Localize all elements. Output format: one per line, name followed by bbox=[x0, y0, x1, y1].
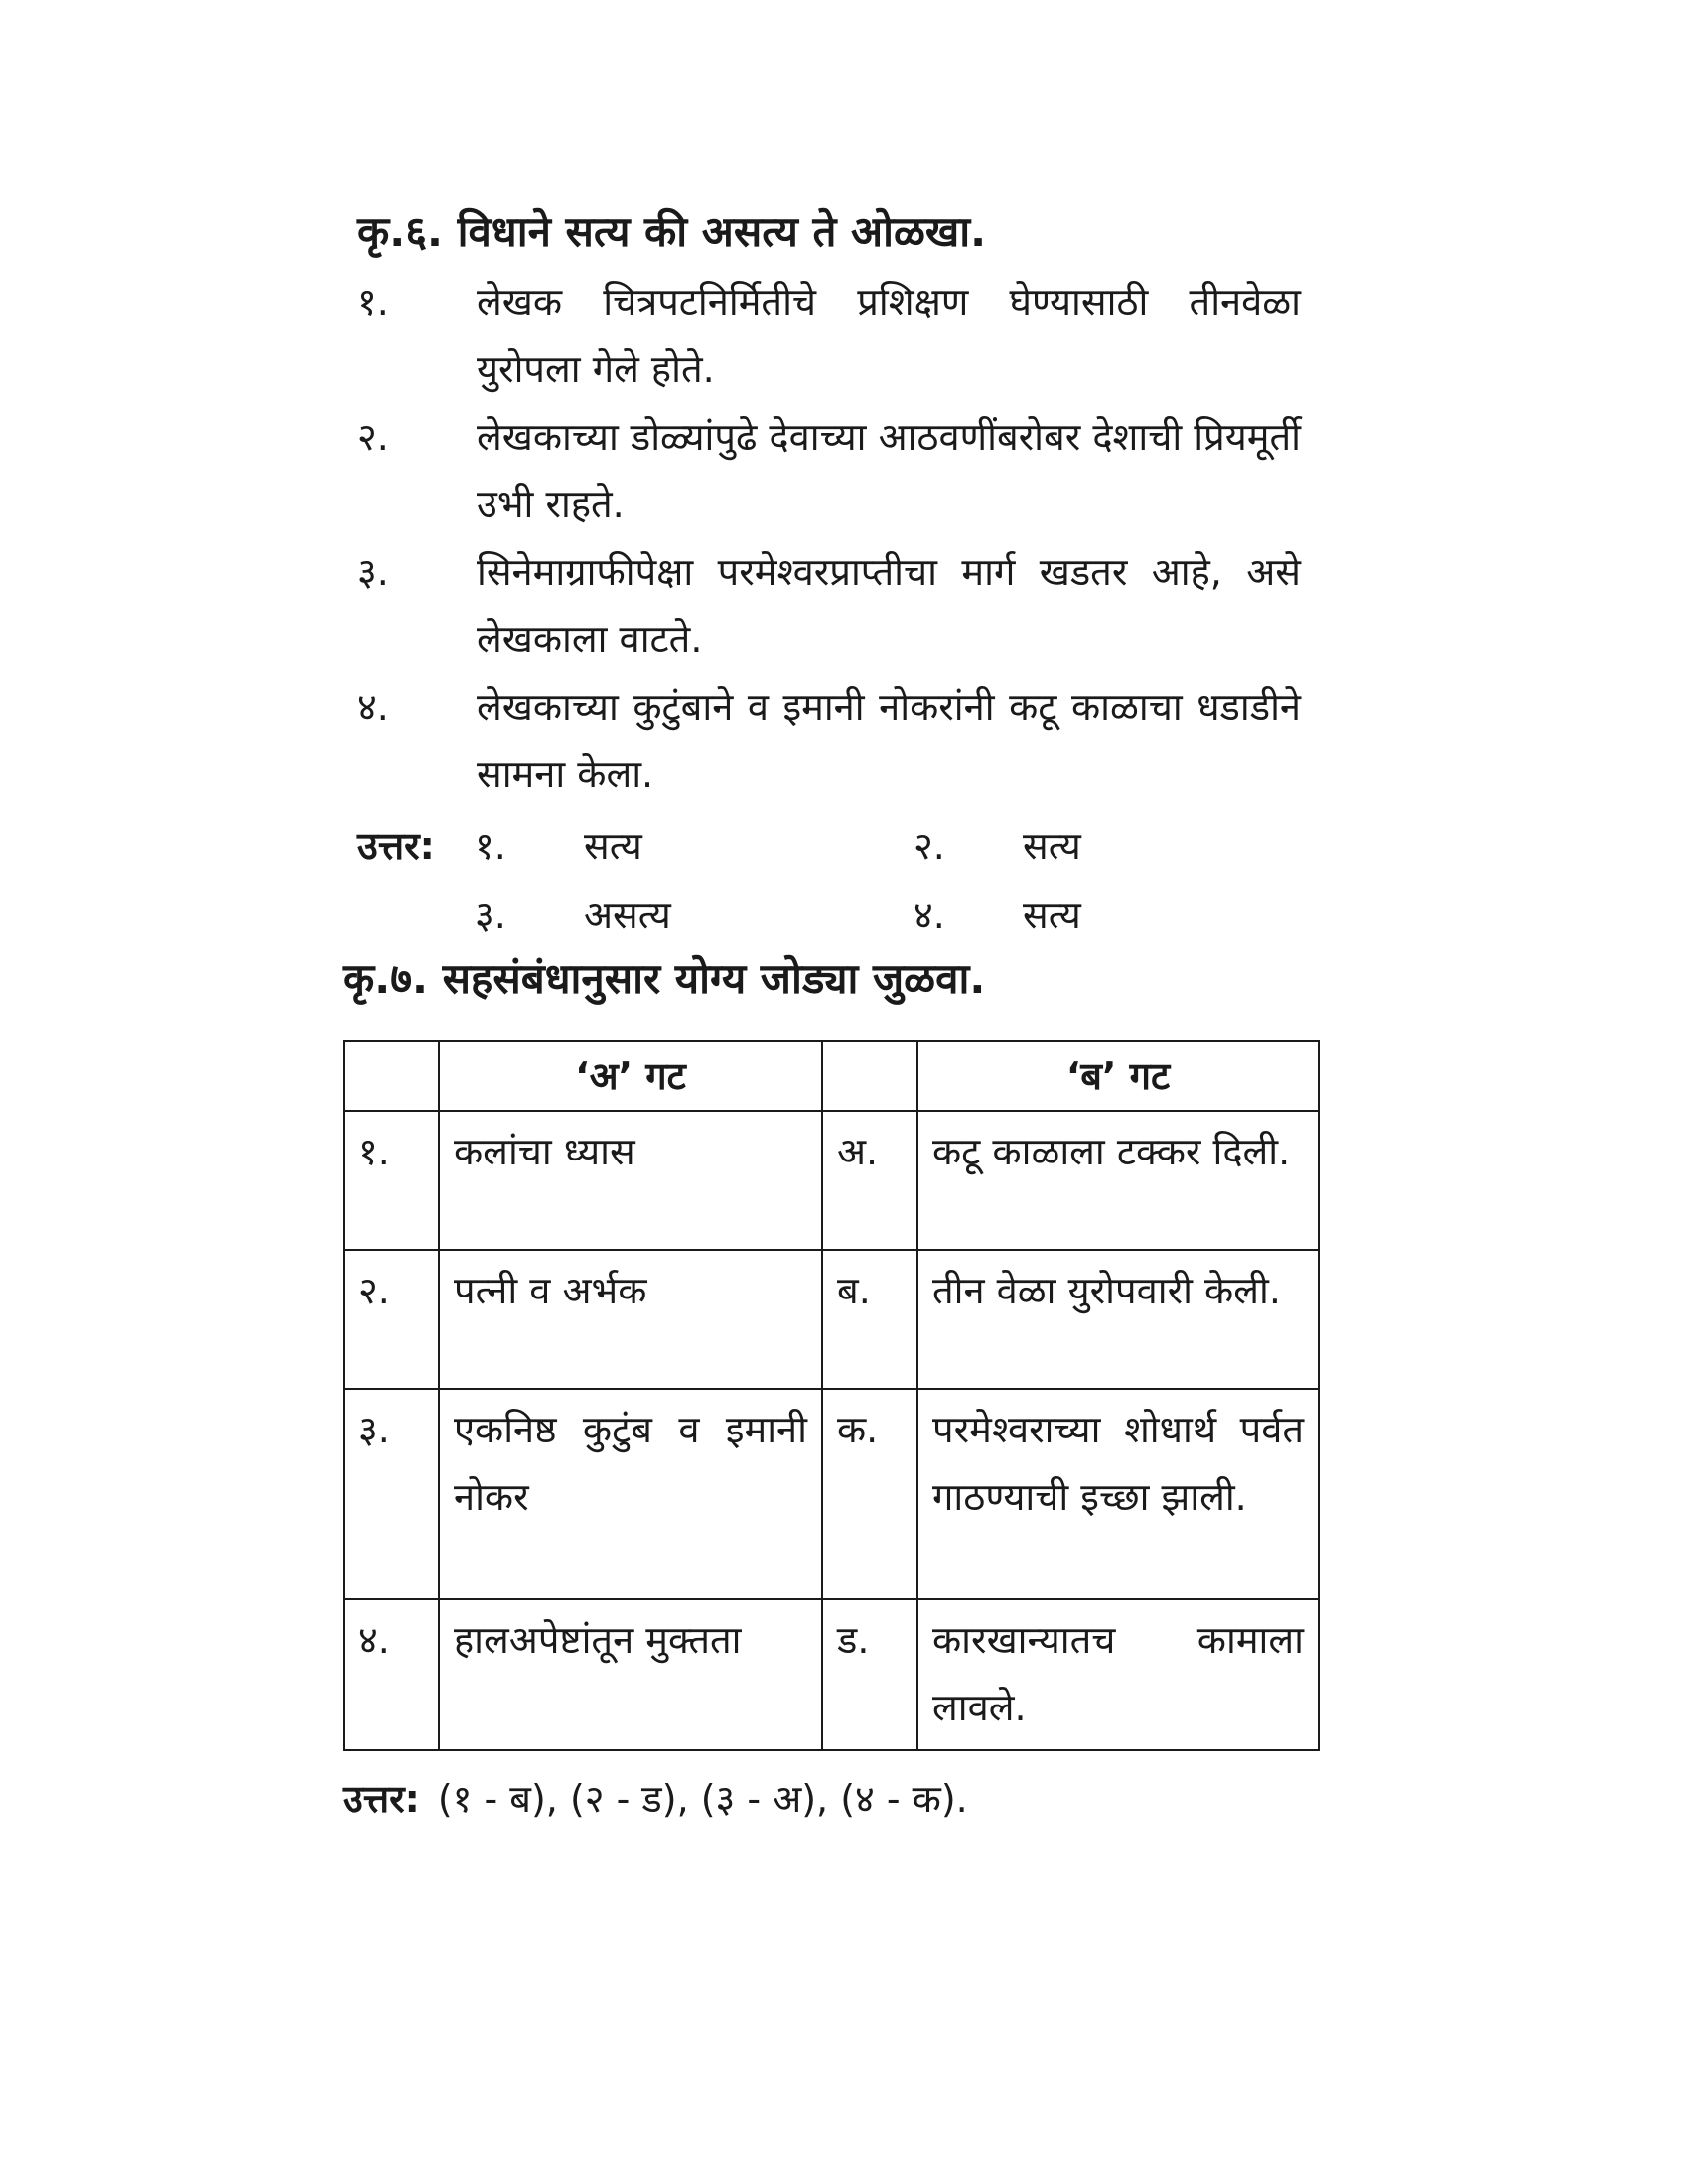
statement-item bbox=[357, 673, 1311, 808]
statement-number: ३. bbox=[357, 550, 389, 594]
statement-item bbox=[357, 403, 1311, 538]
b-text: तीन वेळा युरोपवारी केली. bbox=[917, 1250, 1319, 1389]
section6-answers bbox=[357, 812, 1251, 951]
statement-number: २. bbox=[357, 415, 389, 459]
answer-text: (१ - ब), (२ - ड), (३ - अ), (४ - क). bbox=[437, 1777, 968, 1821]
a-number: ४. bbox=[344, 1599, 439, 1750]
a-number: २. bbox=[344, 1250, 439, 1389]
statement-text: लेखकाच्या कुटुंबाने व इमानी नोकरांनी कटू काळाचा धडाडीने सामना केला. bbox=[477, 685, 1301, 796]
statement-item bbox=[357, 538, 1311, 673]
b-number: ब. bbox=[822, 1250, 917, 1389]
answer-item: ४. सत्य bbox=[914, 893, 1081, 937]
statement-number: ४. bbox=[357, 685, 389, 729]
a-text: पत्नी व अर्भक bbox=[439, 1250, 822, 1389]
matching-table bbox=[343, 1040, 1320, 1751]
answer-label: उत्तर: bbox=[357, 824, 435, 868]
section7-heading: कृ.७. सहसंबंधानुसार योग्य जोड्या जुळवा. bbox=[343, 954, 986, 1003]
b-text: कटू काळाला टक्कर दिली. bbox=[917, 1111, 1319, 1250]
a-number: ३. bbox=[344, 1389, 439, 1599]
b-number: क. bbox=[822, 1389, 917, 1599]
b-text: परमेश्वराच्या शोधार्थ पर्वत गाठण्याची इच्छा झाली. bbox=[917, 1389, 1319, 1599]
table-row bbox=[344, 1389, 1319, 1599]
header-empty bbox=[344, 1041, 439, 1111]
answer-item: ३. असत्य bbox=[475, 893, 671, 937]
header-group-b: ‘ब’ गट bbox=[917, 1041, 1319, 1111]
table-row bbox=[344, 1250, 1319, 1389]
b-number: अ. bbox=[822, 1111, 917, 1250]
statement-number: १. bbox=[357, 280, 389, 324]
a-text: एकनिष्ठ कुटुंब व इमानी नोकर bbox=[439, 1389, 822, 1599]
b-text: कारखान्यातच कामाला लावले. bbox=[917, 1599, 1319, 1750]
header-group-a: ‘अ’ गट bbox=[439, 1041, 822, 1111]
a-text: हालअपेष्टांतून मुक्तता bbox=[439, 1599, 822, 1750]
answer-label: उत्तर: bbox=[343, 1777, 420, 1821]
b-number: ड. bbox=[822, 1599, 917, 1750]
statement-item bbox=[357, 268, 1311, 403]
a-text: कलांचा ध्यास bbox=[439, 1111, 822, 1250]
section7-answer bbox=[343, 1765, 968, 1833]
section6-heading: कृ.६. विधाने सत्य की असत्य ते ओळखा. bbox=[357, 207, 987, 256]
a-number: १. bbox=[344, 1111, 439, 1250]
answer-item: २. सत्य bbox=[914, 824, 1081, 868]
header-empty bbox=[822, 1041, 917, 1111]
statement-text: लेखकाच्या डोळ्यांपुढे देवाच्या आठवणींबरोबर देशाची प्रियमूर्ती उभी राहते. bbox=[477, 415, 1301, 526]
statement-text: सिनेमाग्राफीपेक्षा परमेश्वरप्राप्तीचा मार्ग खडतर आहे, असे लेखकाला वाटते. bbox=[477, 550, 1301, 661]
table-header-row bbox=[344, 1041, 1319, 1111]
statement-text: लेखक चित्रपटनिर्मितीचे प्रशिक्षण घेण्यासाठी तीनवेळा युरोपला गेले होते. bbox=[477, 280, 1301, 391]
answer-item: १. सत्य bbox=[475, 824, 642, 868]
table-row bbox=[344, 1599, 1319, 1750]
table-row bbox=[344, 1111, 1319, 1250]
